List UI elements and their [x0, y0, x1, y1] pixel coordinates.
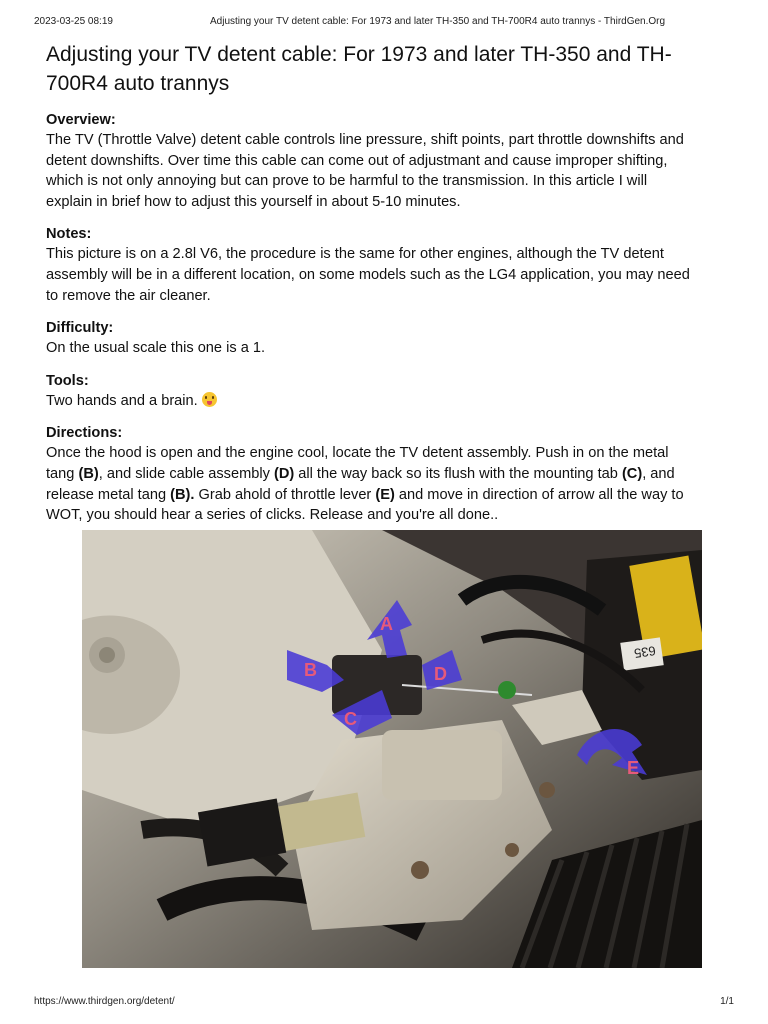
overview-line: which is not only annoying but can prove to be harmful to the transmission. In this article I will	[46, 173, 648, 190]
directions-text: and move in direction of arrow all the way to	[394, 486, 684, 503]
directions-line: WOT, you should hear a series of clicks. Release and you're all done..	[46, 507, 499, 524]
article-title-line2: 700R4 auto trannys	[46, 72, 230, 95]
directions-text: release metal tang	[46, 486, 171, 503]
notes-body	[46, 244, 736, 306]
label-e: E	[627, 758, 640, 778]
page-url: https://www.thirdgen.org/detent/	[34, 996, 175, 1007]
label-ref-c: (C)	[621, 465, 643, 482]
directions-heading: Directions:	[46, 425, 123, 442]
tools-section	[46, 371, 736, 412]
directions-section	[46, 423, 736, 525]
notes-section	[46, 224, 736, 306]
tools-heading: Tools:	[46, 372, 89, 389]
overview-heading: Overview:	[46, 112, 116, 128]
overview-line: detent downshifts. Over time this cable can come out of adjustmant and cause improper shifting,	[46, 152, 668, 169]
print-footer	[34, 996, 734, 1007]
tools-text: Two hands and a brain.	[46, 392, 198, 409]
directions-line: Once the hood is open and the engine cool, locate the TV detent assembly. Push in on the metal	[46, 445, 669, 462]
overview-section	[46, 110, 736, 212]
print-page-title: Adjusting your TV detent cable: For 1973 and later TH-350 and TH-700R4 auto trannys - ThirdGen.Org	[210, 16, 666, 27]
directions-body	[46, 443, 736, 525]
label-b: B	[304, 660, 317, 680]
print-timestamp: 2023-03-25 08:19	[34, 16, 113, 27]
article-title-line1: Adjusting your TV detent cable: For 1973 and later TH-350 and TH-	[46, 43, 672, 66]
difficulty-section	[46, 318, 736, 359]
tongue-out-emoji-icon	[202, 392, 217, 407]
directions-text: , and slide cable assembly	[98, 465, 274, 482]
engine-bay-photo	[82, 530, 702, 968]
label-ref-e: (E)	[375, 486, 395, 503]
label-ref-d: (D)	[273, 465, 295, 482]
directions-text: tang	[46, 465, 79, 482]
directions-text: all the way back so its flush with the mounting tab	[294, 465, 622, 482]
difficulty-heading: Difficulty:	[46, 320, 114, 337]
notes-line: to remove the air cleaner.	[46, 287, 211, 304]
directions-text: Grab ahold of throttle lever	[194, 486, 376, 503]
engine-photo-illustration	[82, 530, 702, 968]
tools-body	[46, 391, 736, 412]
directions-text: , and	[642, 465, 675, 482]
page-number: 1/1	[720, 996, 734, 1007]
label-d: D	[434, 664, 447, 684]
sticker-text: 635	[633, 643, 657, 662]
overview-line: explain in brief how to adjust this yourself in about 5-10 minutes.	[46, 193, 461, 210]
overview-line: The TV (Throttle Valve) detent cable controls line pressure, shift points, part throttle downshifts and	[46, 132, 684, 148]
print-header	[34, 16, 734, 27]
label-a: A	[380, 614, 393, 634]
overview-body	[46, 130, 736, 212]
notes-heading: Notes:	[46, 226, 92, 243]
label-c: C	[344, 709, 357, 729]
label-ref-b: (B)	[78, 465, 99, 482]
difficulty-text: On the usual scale this one is a 1.	[46, 340, 266, 357]
article	[46, 40, 736, 526]
article-title	[46, 40, 736, 98]
notes-line: assembly will be in a different location, on some models such as the LG4 application, you may need	[46, 266, 690, 283]
label-ref-b: (B).	[170, 486, 195, 503]
notes-line: This picture is on a 2.8l V6, the procedure is the same for other engines, although the TV detent	[46, 246, 664, 263]
